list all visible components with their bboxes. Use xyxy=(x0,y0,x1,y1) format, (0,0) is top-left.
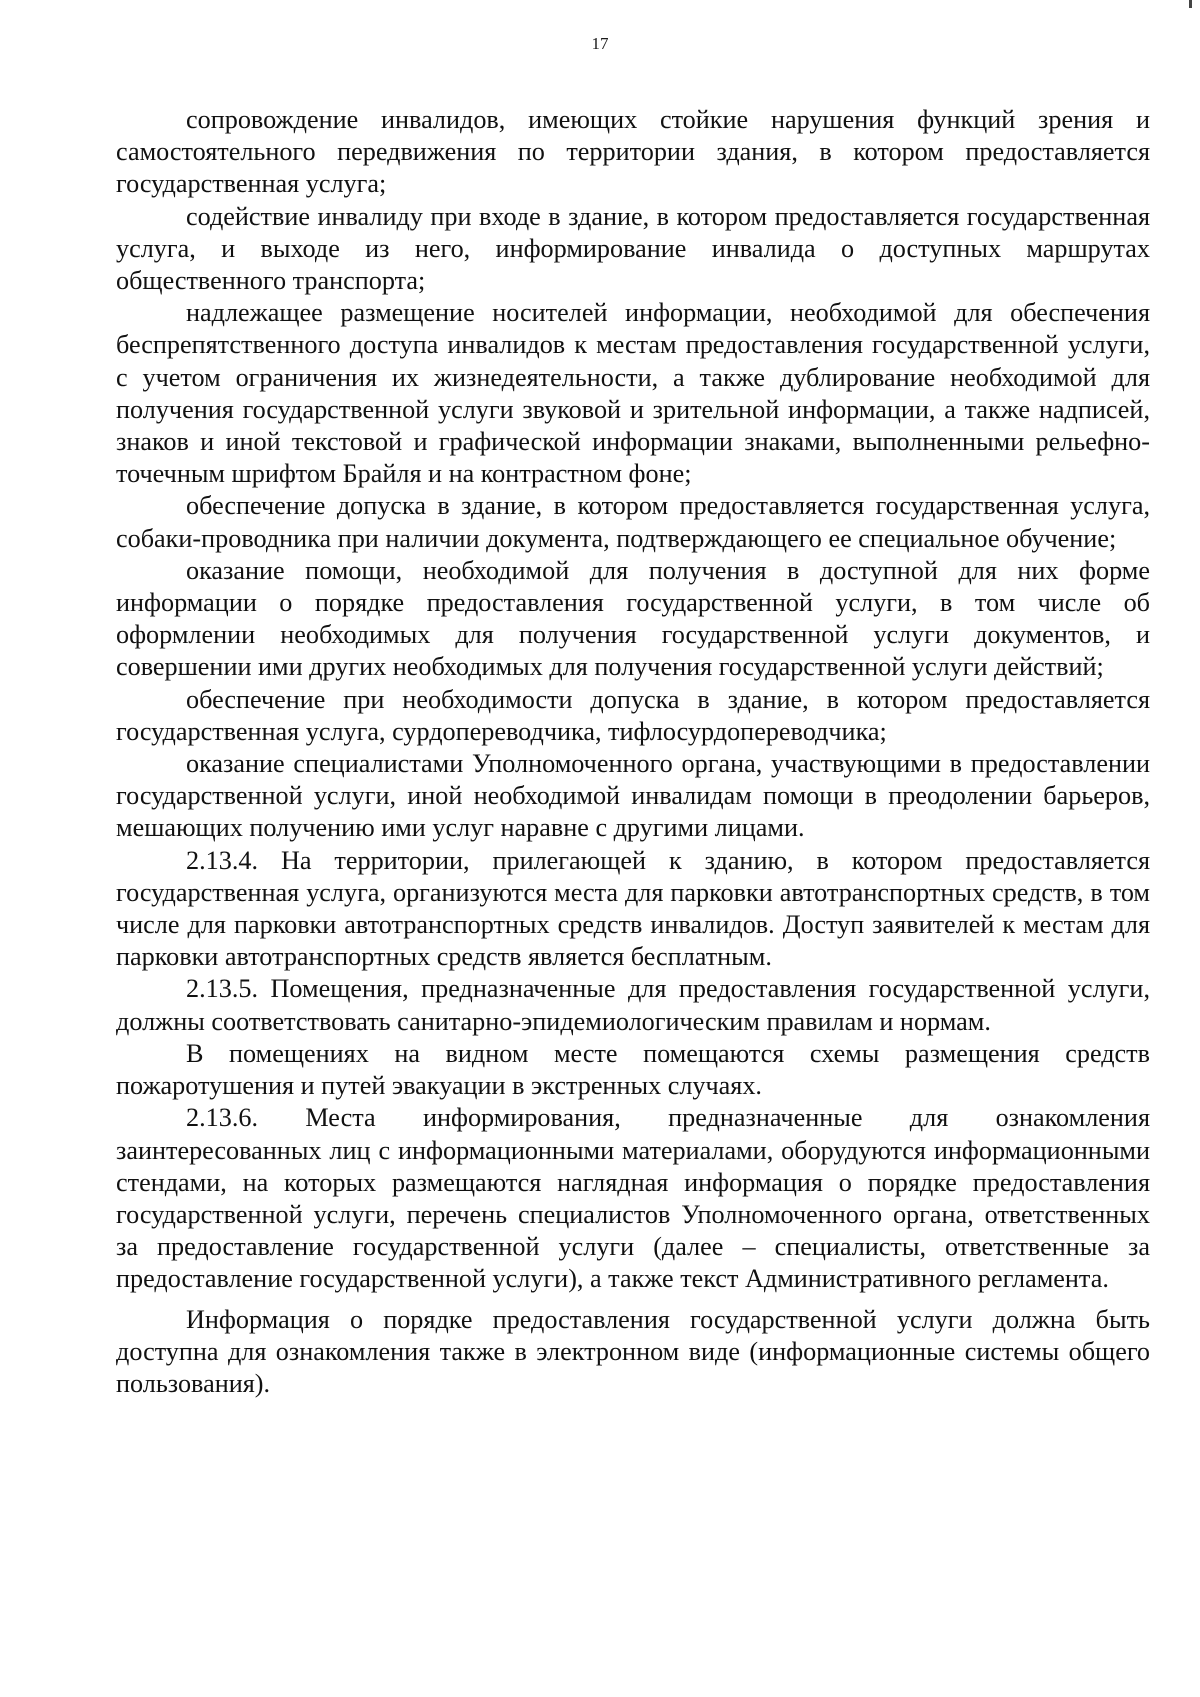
paragraph-2-13-5-premises: 2.13.5. Помещения, предназначенные для предоставления государственной услуги, должны соответствовать санитарно-эпидемиологическим правилам и нормам. xyxy=(116,974,1150,1036)
paragraph-electronic-availability: Информация о порядке предоставления государственной услуги должна быть доступна для ознакомления также в электронном виде (информационные системы общего пользования). xyxy=(116,1304,1150,1398)
paragraph-entry-assistance: содействие инвалиду при входе в здание, в котором предоставляется государственная услуга, и выходе из него, информирование инвалида о доступных маршрутах общественного транспорта; xyxy=(116,201,1150,296)
paragraph-evacuation-schemes: В помещениях на видном месте помещаются схемы размещения средств пожаротушения и путей эвакуации в экстренных случаях. xyxy=(116,1038,1150,1101)
paragraph-help-with-information: оказание помощи, необходимой для получения в доступной для них форме информации о порядке предоставления государственной услуги, в том числе об оформлении необходимых для получения государственной услуги документов, и совершении ими других необходимых для получения государственной услуги действий; xyxy=(116,555,1150,682)
paragraph-guide-dog-admission: обеспечение допуска в здание, в котором предоставляется государственная услуга, собаки-проводника при наличии документа, подтверждающего ее специальное обучение; xyxy=(116,491,1150,553)
paragraph-sign-language-interpreter: обеспечение при необходимости допуска в здание, в котором предоставляется государственная услуга, сурдопереводчика, тифлосурдопереводчика; xyxy=(116,684,1150,746)
paragraph-information-placement: надлежащее размещение носителей информации, необходимой для обеспечения беспрепятственного доступа инвалидов к местам предоставления государственной услуги, с учетом ограничения их жизнедеятельности, а также дублирование необходимой для получения государственной услуги звуковой и зрительной информации, а также надписей, знаков и иной текстовой и графической информации знаками, выполненными рельефно-точечным шрифтом Брайля и на контрастном фоне; xyxy=(116,298,1150,489)
page-number: 17 xyxy=(591,34,609,53)
paragraph-2-13-4-parking: 2.13.4. На территории, прилегающей к зданию, в котором предоставляется государственная услуга, организуются места для парковки автотранспортных средств, в том числе для парковки автотранспортных средств инвалидов. Доступ заявителей к местам для парковки автотранспортных средств является бесплатным. xyxy=(116,845,1150,972)
paragraph-specialist-assistance: оказание специалистами Уполномоченного органа, участвующими в предоставлении государственной услуги, иной необходимой инвалидам помощи в преодолении барьеров, мешающих получению ими услуг наравне с другими лицами. xyxy=(116,749,1150,843)
scan-edge-mark xyxy=(1189,0,1192,8)
paragraph-2-13-6-information-stands: 2.13.6. Места информирования, предназначенные для ознакомления заинтересованных лиц с информационными материалами, оборудуются информационными стендами, на которых размещаются наглядная информация о порядке предоставления государственной услуги, перечень специалистов Уполномоченного органа, ответственных за предоставление государственной услуги (далее – специалисты, ответственные за предоставление государственной услуги), а также текст Административного регламента. xyxy=(116,1103,1150,1294)
paragraph-escort-disabled: сопровождение инвалидов, имеющих стойкие нарушения функций зрения и самостоятельного передвижения по территории здания, в котором предоставляется государственная услуга; xyxy=(116,105,1150,199)
document-body xyxy=(116,104,1150,1400)
